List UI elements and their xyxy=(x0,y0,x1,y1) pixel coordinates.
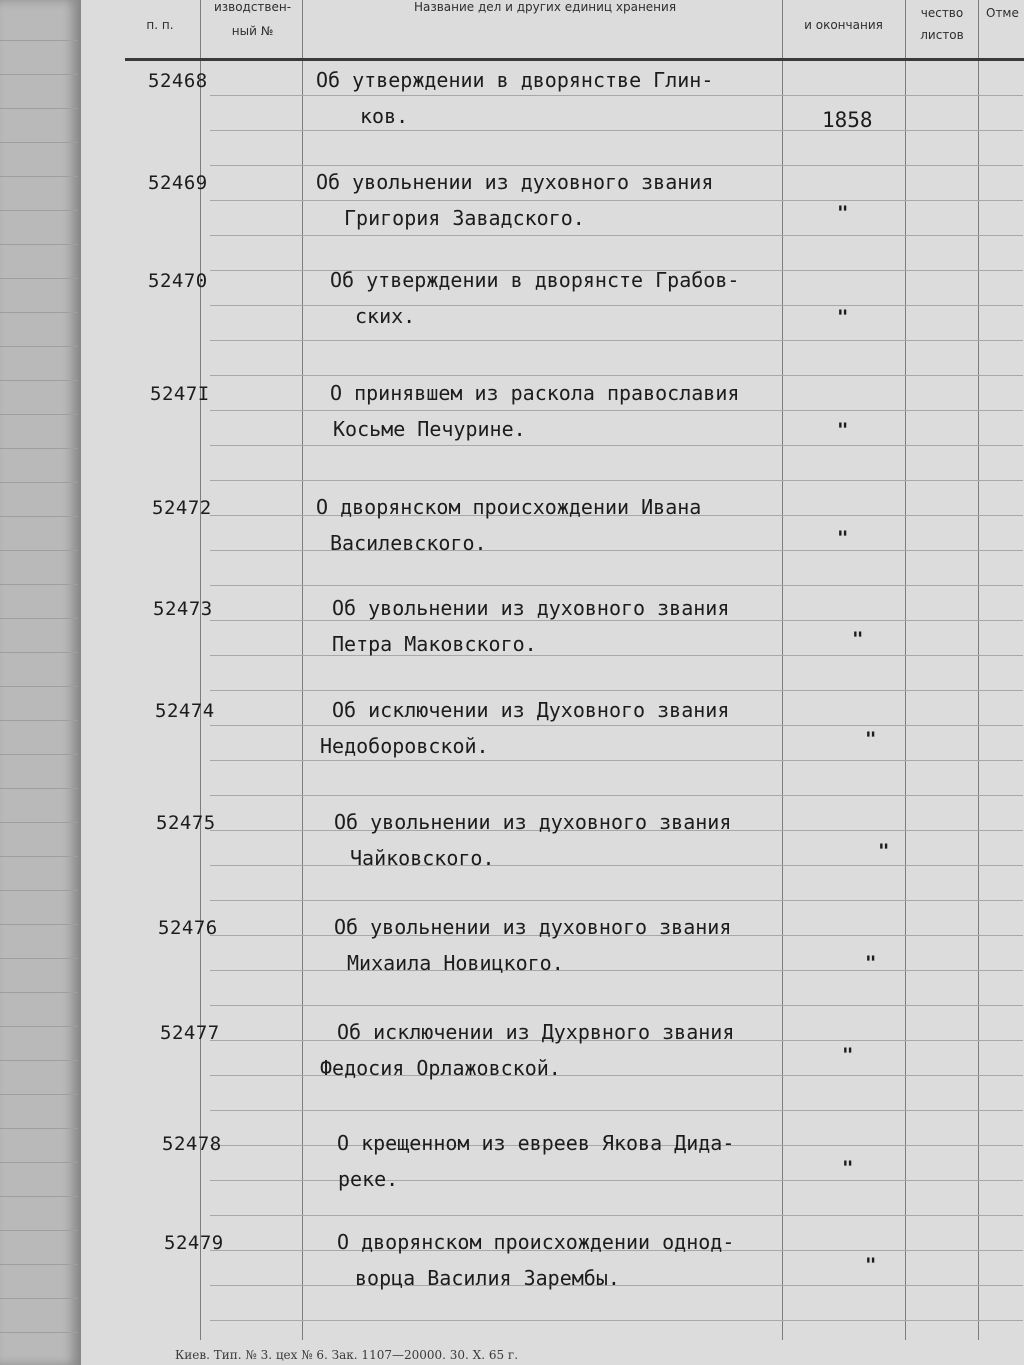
header-title: Название дел и других единиц хранения xyxy=(413,0,677,14)
entry-date-ditto: " xyxy=(837,419,849,441)
entry-title-line1: Об увольнении из духовного звания xyxy=(334,915,732,939)
column-divider xyxy=(978,0,979,1340)
entry-title-line1: О дворянском происхождении Ивана xyxy=(316,495,702,519)
strip-line xyxy=(0,108,78,109)
entry-date-ditto: " xyxy=(865,952,877,974)
entry-title-line2: реке. xyxy=(338,1167,399,1191)
strip-line xyxy=(0,414,78,415)
entry-number: 52472 xyxy=(152,497,212,519)
entry-title-line2: Григория Завадского. xyxy=(344,206,585,230)
ruled-line xyxy=(210,410,1023,411)
ruled-line xyxy=(210,1320,1023,1321)
strip-line xyxy=(0,312,78,313)
entry-number: 52477 xyxy=(160,1022,220,1044)
strip-line xyxy=(0,1060,78,1061)
entry-date-ditto: " xyxy=(842,1044,854,1066)
entry-title-line2: Федосия Орлажовской. xyxy=(320,1056,561,1080)
ruled-line xyxy=(210,1005,1023,1006)
ruled-line xyxy=(210,795,1023,796)
strip-line xyxy=(0,890,78,891)
strip-line xyxy=(0,1332,78,1333)
strip-line xyxy=(0,1128,78,1129)
strip-line xyxy=(0,380,78,381)
entry-title-line2: Недоборовской. xyxy=(320,734,489,758)
ruled-line xyxy=(210,480,1023,481)
entry-title-line1: О дворянском происхождении однод- xyxy=(337,1230,735,1254)
ruled-line xyxy=(210,690,1023,691)
entry-number: 52468 xyxy=(148,70,208,92)
strip-line xyxy=(0,1026,78,1027)
ruled-line xyxy=(210,95,1023,96)
strip-line xyxy=(0,244,78,245)
ruled-line xyxy=(210,445,1023,446)
entry-title-line2: ворца Василия Зарембы. xyxy=(355,1266,620,1290)
entry-number: 52469 xyxy=(148,172,208,194)
strip-line xyxy=(0,1230,78,1231)
entry-number: 52474 xyxy=(155,700,215,722)
entry-title-line1: Об исключении из Духрвного звания xyxy=(337,1020,735,1044)
header-dates: и окончания xyxy=(804,18,883,32)
strip-line xyxy=(0,958,78,959)
strip-line xyxy=(0,754,78,755)
strip-line xyxy=(0,1094,78,1095)
ruled-line xyxy=(210,165,1023,166)
strip-line xyxy=(0,992,78,993)
entry-number: 52473 xyxy=(153,598,213,620)
entry-date-ditto: " xyxy=(878,840,890,862)
ruled-line xyxy=(210,760,1023,761)
header-sheets-1: чество xyxy=(920,6,964,20)
strip-line xyxy=(0,1264,78,1265)
ruled-line xyxy=(210,235,1023,236)
ruled-line xyxy=(210,865,1023,866)
ruled-line xyxy=(210,375,1023,376)
strip-line xyxy=(0,1162,78,1163)
entry-title-line1: Об утверждении в дворянсте Грабов- xyxy=(330,268,740,292)
header-production-1: изводствен- xyxy=(213,0,292,14)
ruled-line xyxy=(210,130,1023,131)
strip-line xyxy=(0,856,78,857)
strip-line xyxy=(0,822,78,823)
header-production-2: ный № xyxy=(231,24,274,38)
entry-number: 5247I xyxy=(150,383,210,405)
entry-date-ditto: " xyxy=(837,306,849,328)
ruled-line xyxy=(210,970,1023,971)
strip-line xyxy=(0,482,78,483)
strip-line xyxy=(0,584,78,585)
entry-date-ditto: " xyxy=(865,728,877,750)
ledger-page xyxy=(81,0,1024,1365)
strip-line xyxy=(0,652,78,653)
ruled-line xyxy=(210,305,1023,306)
column-divider xyxy=(302,0,303,1340)
strip-line xyxy=(0,40,78,41)
entry-title-line2: Чайковского. xyxy=(350,846,495,870)
entry-title-line2: ских. xyxy=(355,304,416,328)
strip-line xyxy=(0,346,78,347)
strip-line xyxy=(0,516,78,517)
strip-line xyxy=(0,74,78,75)
entry-title-line2: Петра Маковского. xyxy=(332,632,537,656)
entry-number: 52476 xyxy=(158,917,218,939)
previous-page-edge xyxy=(0,0,81,1365)
entry-date-ditto: " xyxy=(837,202,849,224)
entry-number: 52470 xyxy=(148,270,208,292)
ruled-line xyxy=(210,200,1023,201)
entry-title-line1: Об увольнении из духовного звания xyxy=(334,810,732,834)
column-divider xyxy=(905,0,906,1340)
entry-date-ditto: " xyxy=(837,527,849,549)
entry-number: 52479 xyxy=(164,1232,224,1254)
strip-line xyxy=(0,1196,78,1197)
entry-title-line1: Об утверждении в дворянстве Глин- xyxy=(316,68,714,92)
entry-title-line1: Об увольнении из духовного звания xyxy=(332,596,730,620)
strip-line xyxy=(0,448,78,449)
header-rule xyxy=(125,58,1024,61)
entry-date: 1858 xyxy=(822,108,873,132)
entry-number: 52478 xyxy=(162,1133,222,1155)
ruled-line xyxy=(210,585,1023,586)
strip-line xyxy=(0,278,78,279)
strip-line xyxy=(0,210,78,211)
entry-date-ditto: " xyxy=(865,1254,877,1276)
ruled-line xyxy=(210,900,1023,901)
strip-line xyxy=(0,618,78,619)
strip-line xyxy=(0,550,78,551)
header-number: п. п. xyxy=(146,18,174,32)
ruled-line xyxy=(210,1215,1023,1216)
strip-line xyxy=(0,788,78,789)
entry-title-line2: Василевского. xyxy=(330,531,487,555)
entry-number: 52475 xyxy=(156,812,216,834)
printer-footer: Киев. Тип. № 3. цех № 6. Зак. 1107—20000. 30. X. 65 г. xyxy=(175,1348,519,1362)
ruled-line xyxy=(210,725,1023,726)
header-notes: Отме xyxy=(986,6,1019,20)
strip-line xyxy=(0,720,78,721)
ruled-line xyxy=(210,1110,1023,1111)
strip-line xyxy=(0,1298,78,1299)
ruled-line xyxy=(210,1180,1023,1181)
entry-title-line2: ков. xyxy=(360,104,409,128)
ruled-line xyxy=(210,620,1023,621)
entry-title-line2: Михаила Новицкого. xyxy=(347,951,564,975)
entry-date-ditto: " xyxy=(852,628,864,650)
entry-title-line1: Об увольнении из духовного звания xyxy=(316,170,714,194)
header-sheets-2: листов xyxy=(920,28,964,42)
strip-line xyxy=(0,176,78,177)
entry-title-line1: О крещенном из евреев Якова Дида- xyxy=(337,1131,735,1155)
strip-line xyxy=(0,686,78,687)
strip-line xyxy=(0,142,78,143)
column-divider xyxy=(782,0,783,1340)
entry-title-line1: Об исключении из Духовного звания xyxy=(332,698,730,722)
entry-title-line1: О принявшем из раскола православия xyxy=(330,381,740,405)
entry-date-ditto: " xyxy=(842,1157,854,1179)
entry-title-line2: Косьме Печурине. xyxy=(333,417,526,441)
strip-line xyxy=(0,924,78,925)
ruled-line xyxy=(210,340,1023,341)
